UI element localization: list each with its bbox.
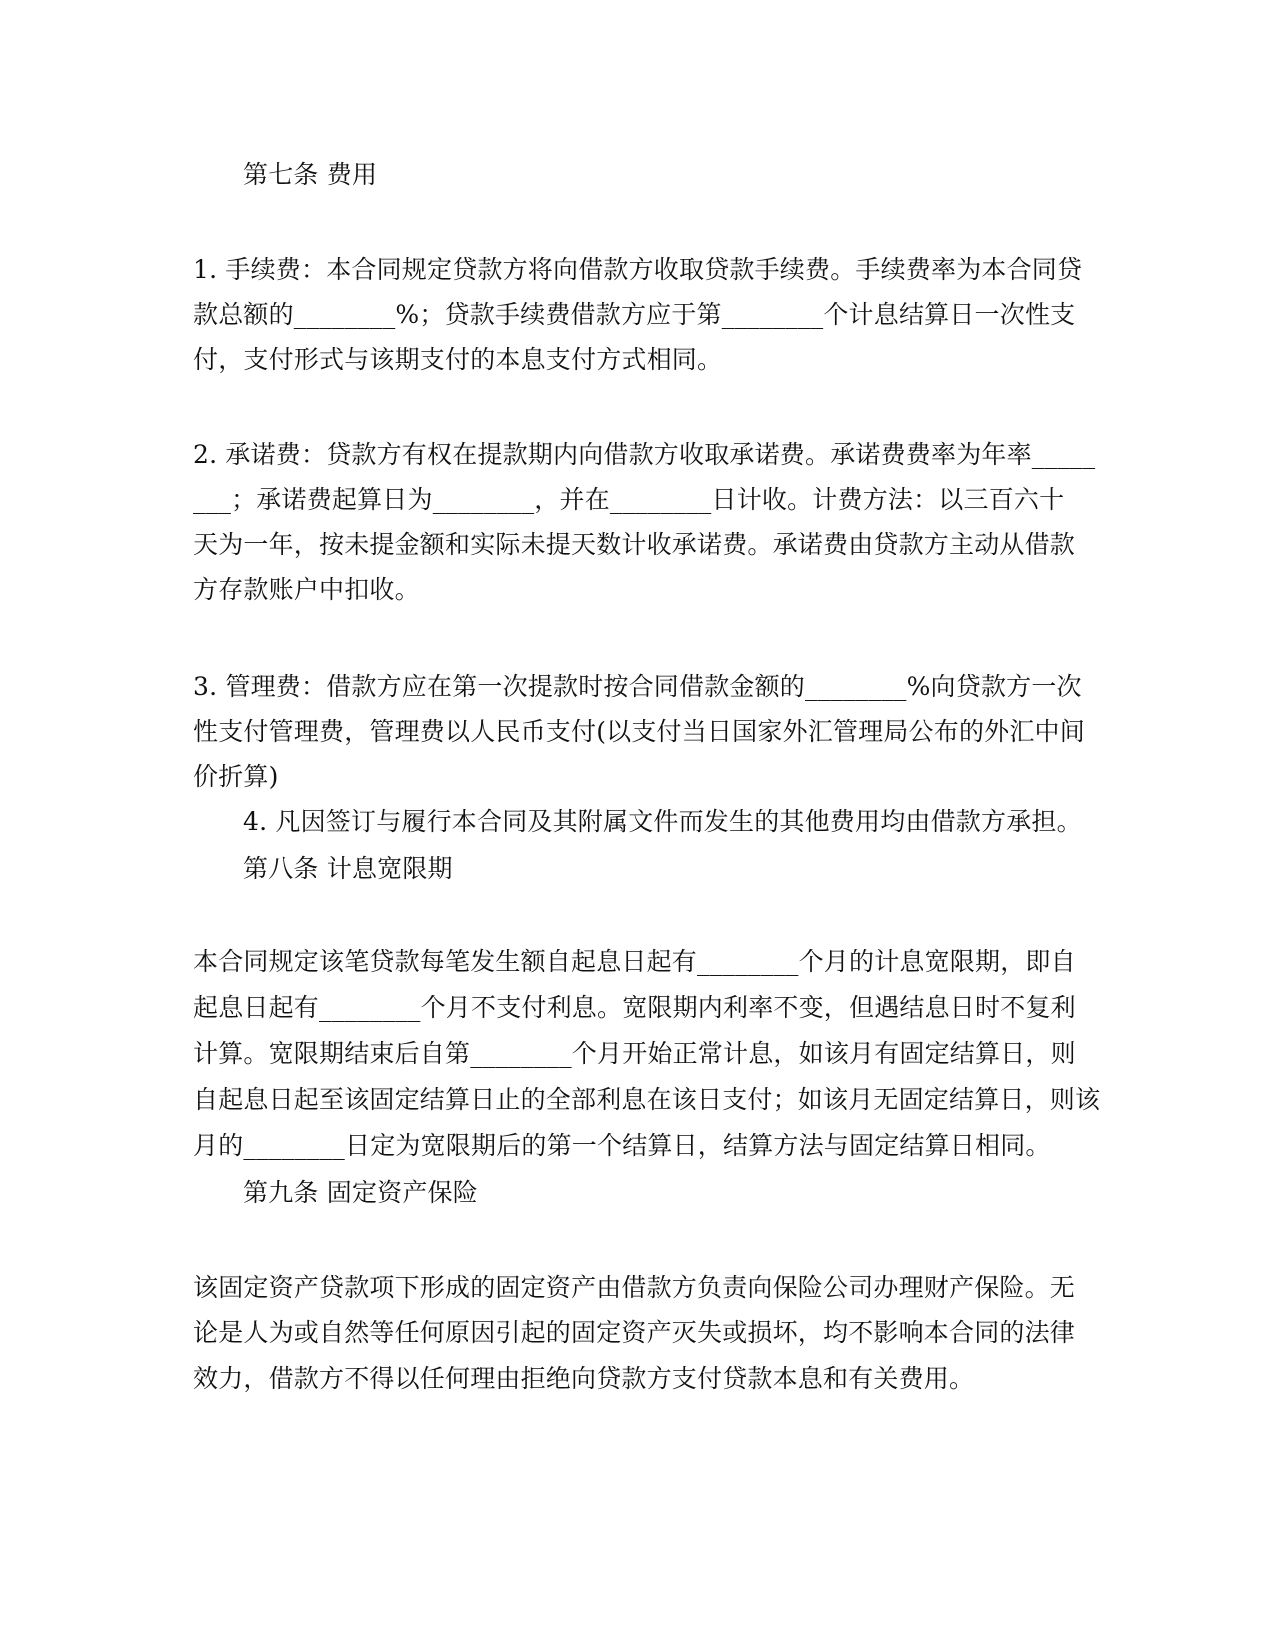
article-8-line-5: 月的________日定为宽限期后的第一个结算日，结算方法与固定结算日相同。 [193,1131,1051,1160]
fee-item-2-line-4: 方存款账户中扣收。 [193,575,420,604]
article-9-line-1: 该固定资产贷款项下形成的固定资产由借款方负责向保险公司办理财产保险。无 [193,1273,1076,1302]
article-8-heading: 第八条 计息宽限期 [243,854,453,883]
article-9-line-3: 效力，借款方不得以任何理由拒绝向贷款方支付贷款本息和有关费用。 [193,1364,975,1393]
fee-item-2-line-3: 天为一年，按未提金额和实际未提天数计收承诺费。承诺费由贷款方主动从借款 [193,530,1076,559]
article-8-line-1: 本合同规定该笔贷款每笔发生额自起息日起有________个月的计息宽限期，即自 [193,947,1076,976]
fee-item-3-line-1: 3. 管理费：借款方应在第一次提款时按合同借款金额的________%向贷款方一次 [193,672,1082,701]
article-9-heading: 第九条 固定资产保险 [243,1178,478,1207]
article-8-line-2: 起息日起有________个月不支付利息。宽限期内利率不变，但遇结息日时不复利 [193,993,1076,1022]
fee-item-1-line-1: 1. 手续费：本合同规定贷款方将向借款方收取贷款手续费。手续费率为本合同贷 [193,255,1083,284]
fee-item-2-line-2: ___；承诺费起算日为________，并在________日计收。计费方法：以三百六十 [193,485,1065,514]
fee-item-3-line-3: 价折算) [193,762,279,791]
fee-item-3-line-2: 性支付管理费，管理费以人民币支付(以支付当日国家外汇管理局公布的外汇中间 [193,717,1085,746]
fee-item-1-line-3: 付，支付形式与该期支付的本息支付方式相同。 [193,345,723,374]
article-8-line-3: 计算。宽限期结束后自第________个月开始正常计息，如该月有固定结算日，则 [193,1039,1076,1068]
article-9-line-2: 论是人为或自然等任何原因引起的固定资产灭失或损坏，均不影响本合同的法律 [193,1318,1076,1347]
article-7-heading: 第七条 费用 [243,160,378,189]
article-8-line-4: 自起息日起至该固定结算日止的全部利息在该日支付；如该月无固定结算日，则该 [193,1085,1101,1114]
fee-item-4: 4. 凡因签订与履行本合同及其附属文件而发生的其他费用均由借款方承担。 [243,807,1082,836]
fee-item-2-line-1: 2. 承诺费：贷款方有权在提款期内向借款方收取承诺费。承诺费费率为年率_____ [193,440,1096,469]
fee-item-1-line-2: 款总额的________%；贷款手续费借款方应于第________个计息结算日一次性支 [193,300,1076,329]
